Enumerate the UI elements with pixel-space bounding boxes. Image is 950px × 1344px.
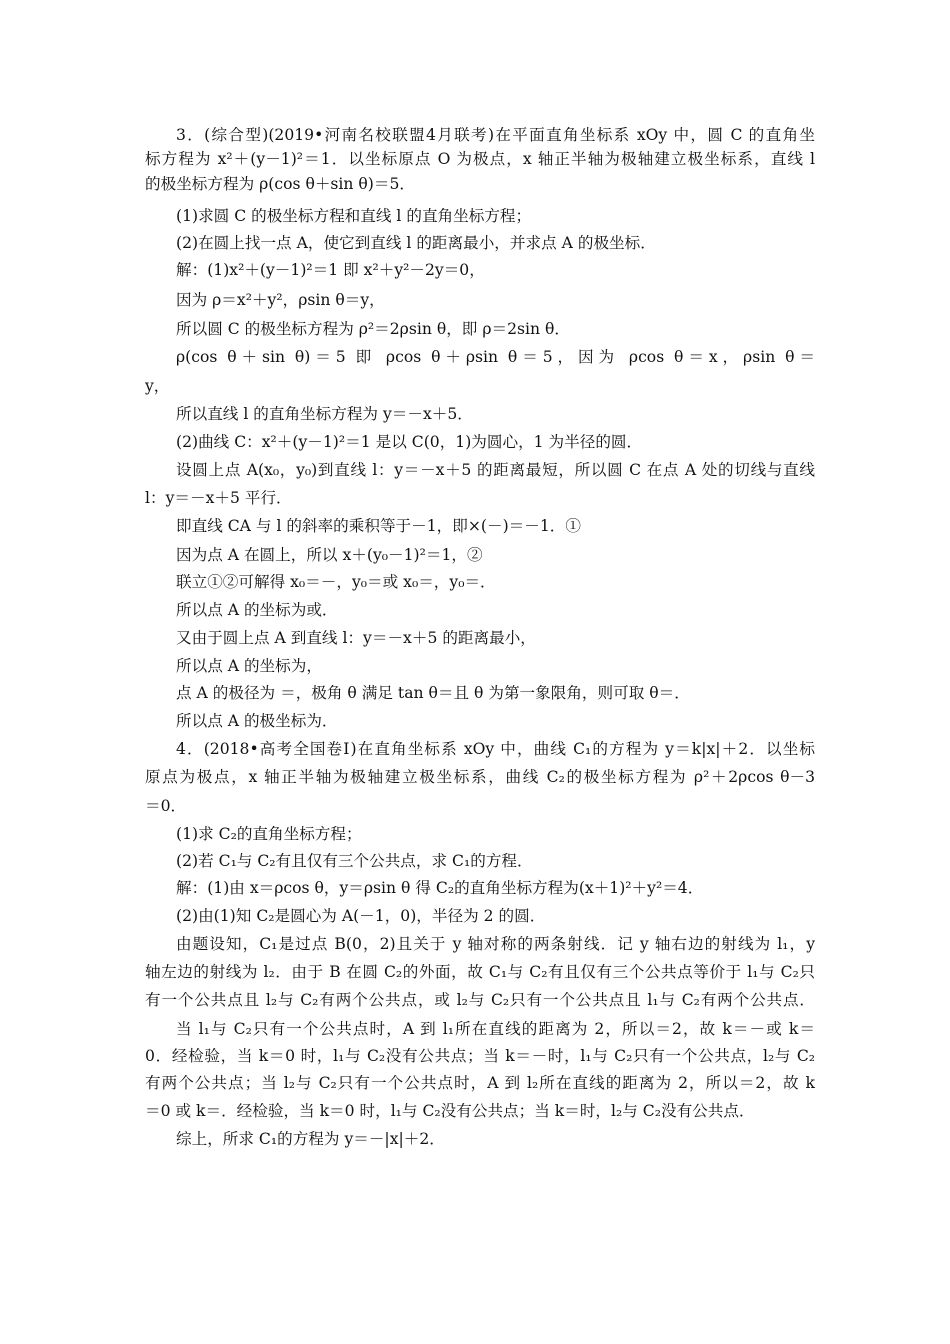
text-line: 所以点 A 的坐标为或． xyxy=(176,601,338,619)
text-line: 4．(2018•高考全国卷Ⅰ)在直角坐标系 xOy 中，曲线 C₁的方程为 y＝k|x|＋2．以坐标 xyxy=(176,740,815,758)
text-line: (1)求圆 C 的极坐标方程和直线 l 的直角坐标方程； xyxy=(176,207,532,225)
text-line: 原点为极点，x 轴正半轴为极轴建立极坐标系，曲线 C₂的极坐标方程为 ρ²＋2ρcos θ－3 xyxy=(145,768,815,786)
text-line: 标方程为 x²＋(y－1)²＝1．以坐标原点 O 为极点，x 轴正半轴为极轴建立极坐标系，直线 l xyxy=(145,150,815,168)
text-line: 所以点 A 的坐标为， xyxy=(176,657,322,675)
text-line: 解：(1)由 x＝ρcos θ，y＝ρsin θ 得 C₂的直角坐标方程为(x＋1)²＋y²＝4． xyxy=(176,879,704,897)
text-line: 因为 ρ＝x²＋y²，ρsin θ＝y， xyxy=(176,291,385,309)
text-line: l：y＝－x＋5 平行． xyxy=(145,489,292,507)
text-line: 又由于圆上点 A 到直线 l：y＝－x＋5 的距离最小， xyxy=(176,629,536,647)
text-line: (2)由(1)知 C₂是圆心为 A(－1，0)，半径为 2 的圆． xyxy=(176,907,546,925)
text-line: 有一个公共点且 l₂与 C₂有两个公共点，或 l₂与 C₂只有一个公共点且 l₁与 C₂有两个公共点． xyxy=(145,991,815,1009)
text-line: 所以直线 l 的直角坐标方程为 y＝－x＋5． xyxy=(176,405,473,423)
text-line: 当 l₁与 C₂只有一个公共点时，A 到 l₁所在直线的距离为 2，所以＝2，故 k＝－或 k＝ xyxy=(176,1020,815,1038)
text-line: ＝0． xyxy=(145,797,187,815)
text-line: y， xyxy=(145,377,170,395)
text-line: (2)在圆上找一点 A，使它到直线 l 的距离最小，并求点 A 的极坐标． xyxy=(176,234,656,252)
text-line: 由题设知，C₁是过点 B(0，2)且关于 y 轴对称的两条射线．记 y 轴右边的射线为 l₁，y xyxy=(176,935,815,953)
text-line: 综上，所求 C₁的方程为 y＝－|x|＋2． xyxy=(176,1130,445,1148)
text-line: 0．经检验，当 k＝0 时，l₁与 C₂没有公共点；当 k＝－时，l₁与 C₂只有一个公共点，l₂与 C₂ xyxy=(145,1047,815,1065)
text-line: 因为点 A 在圆上，所以 x＋(y₀－1)²＝1，② xyxy=(176,546,483,564)
text-line: 所以圆 C 的极坐标方程为 ρ²＝2ρsin θ，即 ρ＝2sin θ． xyxy=(176,320,571,338)
text-line: 即直线 CA 与 l 的斜率的乘积等于－1，即×(－)＝－1．① xyxy=(176,517,581,535)
text-line: (1)求 C₂的直角坐标方程； xyxy=(176,825,362,843)
text-line: 的极坐标方程为 ρ(cos θ＋sin θ)＝5． xyxy=(145,175,415,193)
text-line: 解：(1)x²＋(y－1)²＝1 即 x²＋y²－2y＝0， xyxy=(176,261,485,279)
text-line: (2)若 C₁与 C₂有且仅有三个公共点，求 C₁的方程． xyxy=(176,852,533,870)
text-line: 有两个公共点；当 l₂与 C₂只有一个公共点时，A 到 l₂所在直线的距离为 2，所以＝2，故 k xyxy=(145,1074,815,1092)
text-line: 联立①②可解得 x₀＝－，y₀＝或 x₀＝，y₀＝． xyxy=(176,573,496,591)
text-line: 设圆上点 A(x₀，y₀)到直线 l：y＝－x＋5 的距离最短，所以圆 C 在点 A 处的切线与直线 xyxy=(176,461,815,479)
text-line: ＝0 或 k＝．经检验，当 k＝0 时，l₁与 C₂没有公共点；当 k＝时，l₂与 C₂没有公共点． xyxy=(145,1102,755,1120)
text-line: 3．(综合型)(2019•河南名校联盟4月联考)在平面直角坐标系 xOy 中，圆 C 的直角坐 xyxy=(176,126,815,144)
text-line: 轴左边的射线为 l₂．由于 B 在圆 C₂的外面，故 C₁与 C₂有且仅有三个公共点等价于 l₁与 C₂只 xyxy=(145,963,815,981)
text-line: ρ(cos θ＋sin θ)＝5 即 ρcos θ＋ρsin θ＝5，因为 ρcos θ＝x，ρsin θ＝ xyxy=(176,348,815,366)
text-line: (2)曲线 C：x²＋(y－1)²＝1 是以 C(0，1)为圆心，1 为半径的圆． xyxy=(176,433,643,451)
text-line: 所以点 A 的极坐标为． xyxy=(176,712,338,730)
text-line: 点 A 的极径为 ＝，极角 θ 满足 tan θ＝且 θ 为第一象限角，则可取 θ＝． xyxy=(176,684,690,702)
